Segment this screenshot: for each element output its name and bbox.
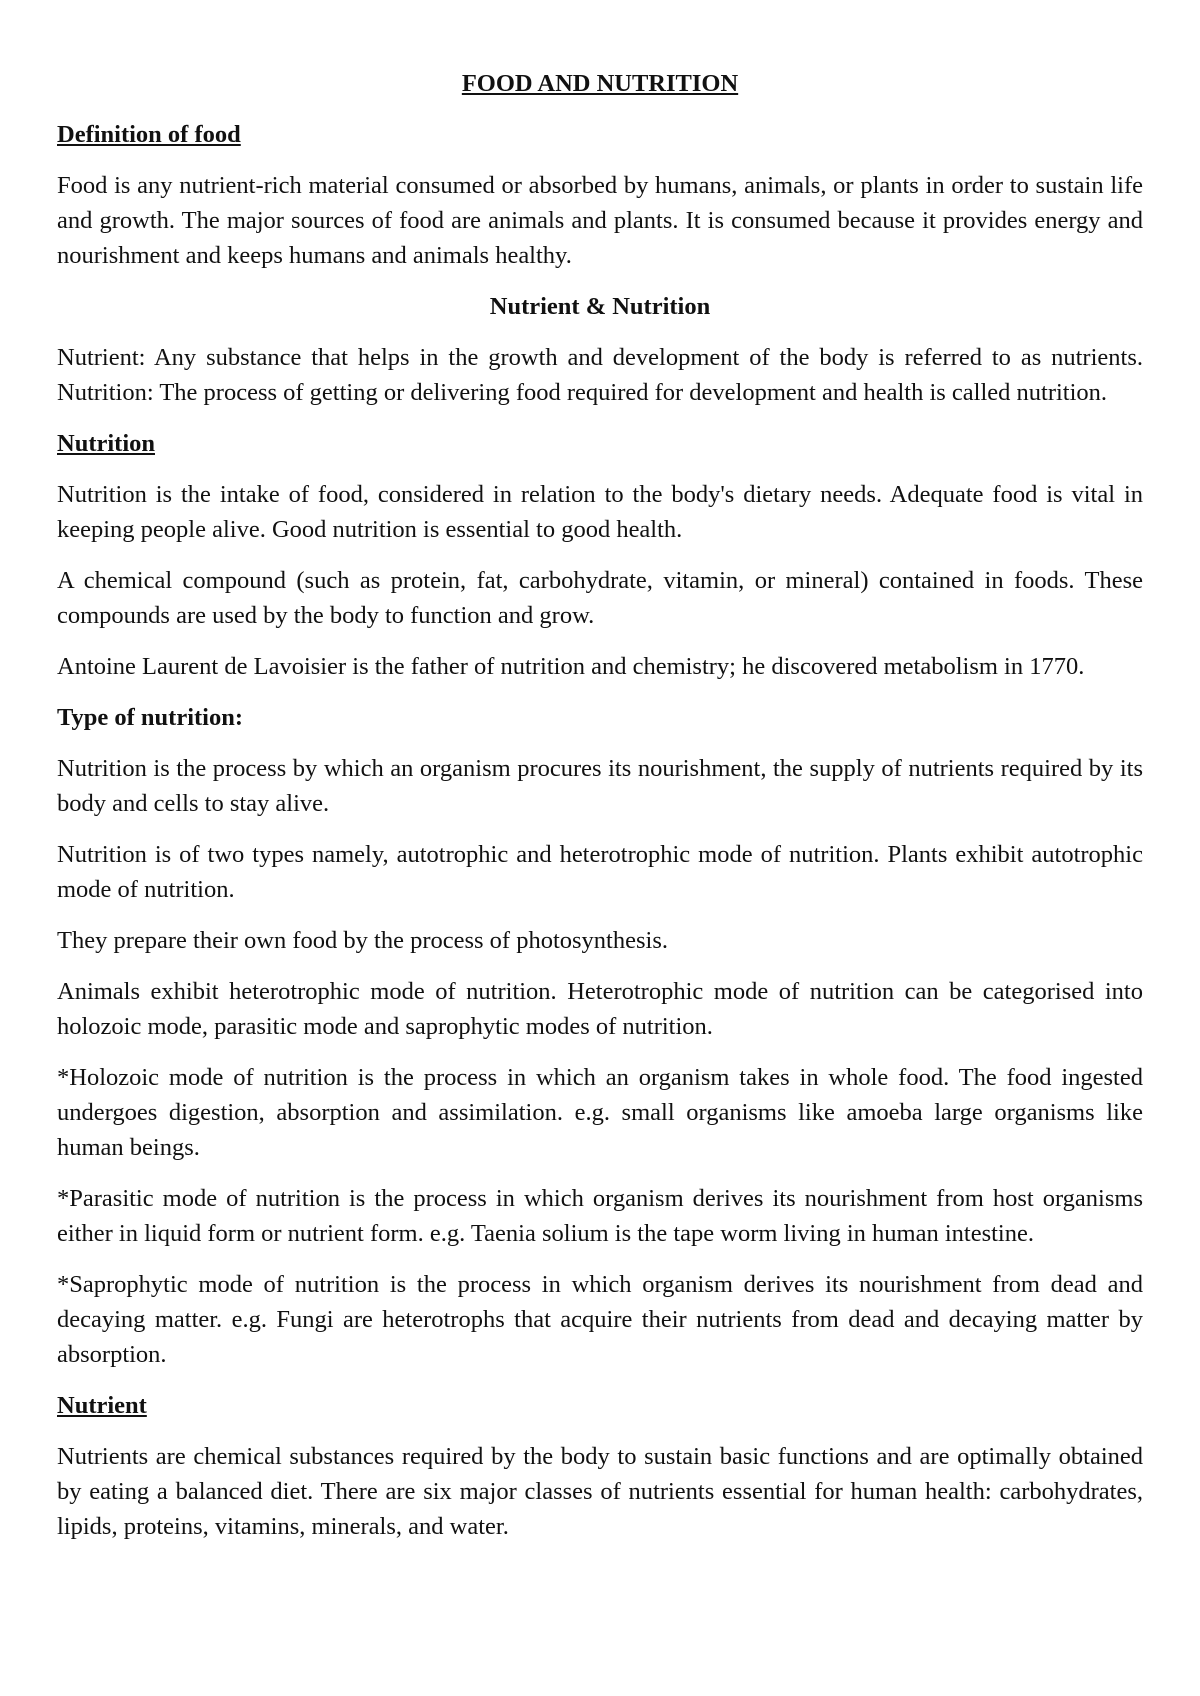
paragraph-saprophytic: *Saprophytic mode of nutrition is the process in which organism derives its nourishment from dead and decaying matter. e.g. Fungi are heterotrophs that acquire their nutrients from dead and decaying matter by absorption.: [57, 1271, 1143, 1368]
paragraph: Nutrition is of two types namely, autotrophic and heterotrophic mode of nutrition. Plants exhibit autotrophic mode of nutrition.: [57, 841, 1143, 903]
document-title: FOOD AND NUTRITION: [461, 70, 739, 97]
heading-nutrient-and-nutrition: Nutrient & Nutrition: [489, 293, 711, 320]
paragraph: Food is any nutrient-rich material consumed or absorbed by humans, animals, or plants in order to sustain life and growth. The major sources of food are animals and plants. It is consumed because it provides energy and nourishment and keeps humans and animals healthy.: [57, 172, 1143, 269]
heading-type-of-nutrition: Type of nutrition:: [57, 704, 244, 731]
paragraph: A chemical compound (such as protein, fat, carbohydrate, vitamin, or mineral) contained in foods. These compounds are used by the body to function and grow.: [57, 567, 1143, 629]
paragraph: They prepare their own food by the process of photosynthesis.: [57, 927, 668, 954]
heading-nutrient: Nutrient: [57, 1392, 147, 1419]
paragraph: Antoine Laurent de Lavoisier is the father of nutrition and chemistry; he discovered metabolism in 1770.: [57, 653, 1085, 680]
document-page: [57, 66, 1143, 1560]
paragraph: Animals exhibit heterotrophic mode of nutrition. Heterotrophic mode of nutrition can be categorised into holozoic mode, parasitic mode and saprophytic modes of nutrition.: [57, 978, 1143, 1040]
heading-definition-of-food: Definition of food: [57, 121, 241, 148]
paragraph: Nutrition is the intake of food, considered in relation to the body's dietary needs. Adequate food is vital in keeping people alive. Good nutrition is essential to good health.: [57, 481, 1143, 543]
paragraph: Nutrients are chemical substances required by the body to sustain basic functions and are optimally obtained by eating a balanced diet. There are six major classes of nutrients essential for human health: carbohydrates, lipids, proteins, vitamins, minerals, and water.: [57, 1443, 1143, 1540]
heading-nutrition: Nutrition: [57, 430, 155, 457]
paragraph: Nutrient: Any substance that helps in the growth and development of the body is referred to as nutrients. Nutrition: The process of getting or delivering food required for development and health is called nutrition.: [57, 344, 1143, 406]
paragraph-holozoic: *Holozoic mode of nutrition is the process in which an organism takes in whole food. The food ingested undergoes digestion, absorption and assimilation. e.g. small organisms like amoeba large organisms like human beings.: [57, 1064, 1143, 1161]
paragraph: Nutrition is the process by which an organism procures its nourishment, the supply of nutrients required by its body and cells to stay alive.: [57, 755, 1143, 817]
paragraph-parasitic: *Parasitic mode of nutrition is the process in which organism derives its nourishment from host organisms either in liquid form or nutrient form. e.g. Taenia solium is the tape worm living in human intestine.: [57, 1185, 1143, 1247]
